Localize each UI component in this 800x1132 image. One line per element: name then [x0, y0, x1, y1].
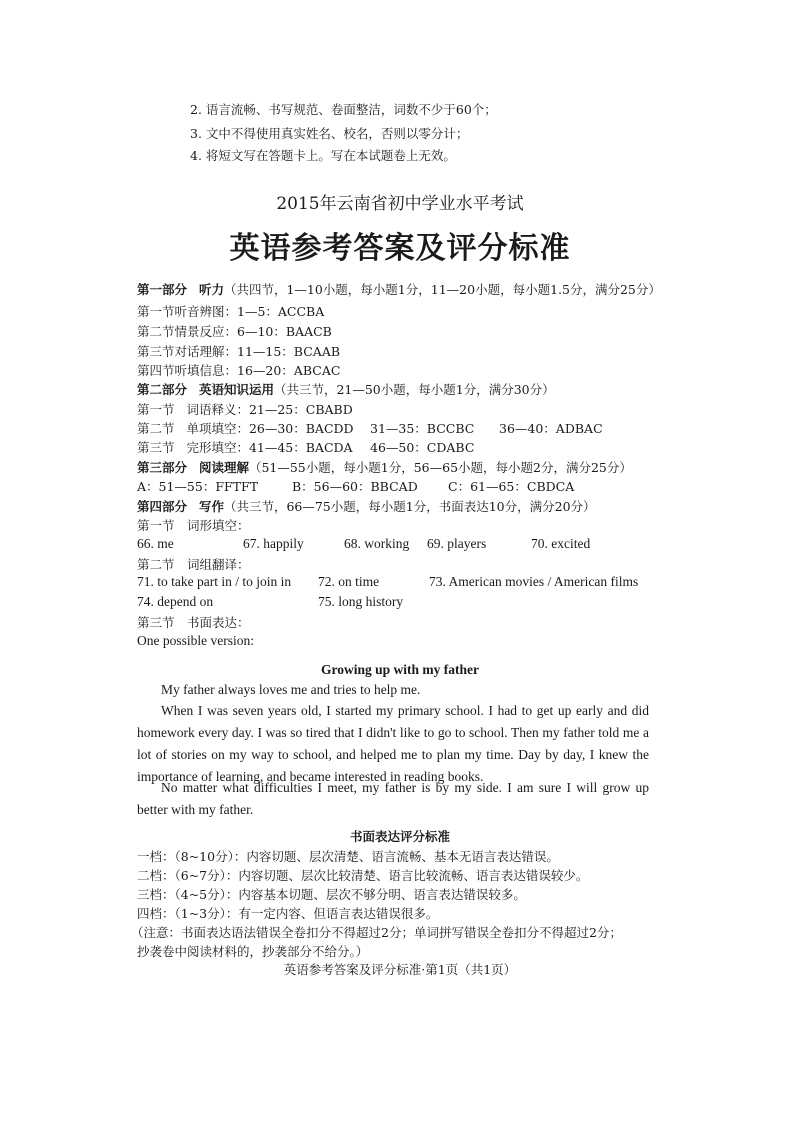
part4-section-2: 第二节 词组翻译：	[137, 557, 250, 572]
part4-heading	[137, 497, 596, 515]
part3-heading	[137, 458, 632, 476]
part4-label: 第四部分	[137, 499, 188, 514]
criteria-line: 三档：（4~5分）：内容基本切题、层次不够分明、语言表达错误较多。	[137, 887, 526, 902]
section-label: 第三节	[137, 440, 175, 455]
part1-line-1: 第一节听音辨图：1—5：ACCBA	[137, 304, 325, 319]
part2-detail: （共三节，21—50小题，每小题1分，满分30分）	[273, 382, 555, 397]
section-label: 第一节	[137, 402, 175, 417]
essay-paragraph-3: No matter what difficulties I meet, my father is by my side. I am sure I will grow up better with my father.	[137, 780, 649, 817]
part3-answers-c: C：61—65：CBDCA	[448, 479, 575, 494]
part3-name: 阅读理解	[198, 460, 249, 475]
part2-name: 英语知识运用	[198, 382, 274, 397]
note-4: 4. 将短文写在答题卡上。写在本试题卷上无效。	[190, 148, 456, 163]
version-label: One possible version:	[137, 633, 254, 648]
part1-detail: （共四节，1—10小题，每小题1分，11—20小题，每小题1.5分，满分25分）	[223, 282, 661, 297]
exam-title: 2015年云南省初中学业水平考试	[276, 194, 524, 214]
part4-section-3: 第三节 书面表达：	[137, 615, 250, 630]
word-answer: 70. excited	[531, 536, 591, 551]
part2-heading	[137, 380, 555, 398]
note-2: 2. 语言流畅、书写规范、卷面整洁，词数不少于60个；	[190, 102, 497, 117]
phrase-answer: 75. long history	[318, 594, 404, 609]
part2-section-3	[137, 438, 353, 456]
essay-paragraph-1: My father always loves me and tries to help me.	[161, 682, 421, 697]
page-title: 英语参考答案及评分标准	[229, 231, 571, 266]
part4-name: 写作	[198, 499, 224, 514]
part2-section-2	[137, 419, 354, 437]
part4-section-1: 第一节 词形填空：	[137, 518, 250, 533]
section-label: 第二节	[137, 421, 175, 436]
part3-label: 第三部分	[137, 460, 188, 475]
part4-detail: （共三节，66—75小题，每小题1分，书面表达10分，满分20分）	[223, 499, 596, 514]
essay-paragraph-2: When I was seven years old, I started my primary school. I had to get up early and did homework every day. I was so tired that I didn't like to go to school. Then my father told me a lot of stories on my way to school, and helped me to plan my time. Day by day, I knew the importance of learning, and became interested in reading books.	[137, 703, 649, 784]
phrase-answer: 72. on time	[318, 574, 380, 589]
part2-section-3-b: 46—50：CDABC	[370, 440, 475, 455]
part1-line-2: 第二节情景反应：6—10：BAACB	[137, 324, 332, 339]
essay-title: Growing up with my father	[320, 662, 479, 677]
word-answer: 69. players	[427, 536, 487, 551]
word-answer: 68. working	[344, 536, 410, 551]
part1-name: 听力	[198, 282, 224, 297]
criteria-line: 二档：（6~7分）：内容切题、层次比较清楚、语言比较流畅、语言表达错误较少。	[137, 868, 589, 883]
part3-answers-b: B：56—60：BBCAD	[292, 479, 418, 494]
section-answers: 单项填空：26—30：BACDD	[186, 421, 354, 436]
part1-line-4: 第四节听填信息：16—20：ABCAC	[137, 363, 341, 378]
part1-line-3: 第三节对话理解：11—15：BCAAB	[137, 344, 341, 359]
section-answers: 完形填空：41—45：BACDA	[186, 440, 353, 455]
part3-detail: （51—55小题，每小题1分，56—65小题，每小题2分，满分25分）	[248, 460, 632, 475]
part2-section-2-c: 36—40：ADBAC	[499, 421, 603, 436]
criteria-note-2: 抄袭卷中阅读材料的，抄袭部分不给分。）	[137, 944, 369, 959]
phrase-answer: 71. to take part in / to join in	[137, 574, 292, 589]
criteria-line: 四档：（1~3分）：有一定内容、但语言表达错误很多。	[137, 906, 439, 921]
part2-section-2-b: 31—35：BCCBC	[370, 421, 475, 436]
part1-heading	[137, 280, 661, 298]
phrase-answer: 74. depend on	[137, 594, 214, 609]
criteria-title: 书面表达评分标准	[349, 829, 450, 844]
page-footer: 英语参考答案及评分标准·第1页（共1页）	[283, 962, 517, 977]
part3-answers-a: A：51—55：FFTFT	[137, 479, 259, 494]
criteria-line: 一档：（8~10分）：内容切题、层次清楚、语言流畅、基本无语言表达错误。	[137, 849, 559, 864]
part2-label: 第二部分	[137, 382, 188, 397]
note-3: 3. 文中不得使用真实姓名、校名，否则以零分计；	[190, 126, 469, 141]
word-answer: 66. me	[137, 536, 174, 551]
part2-section-1	[137, 400, 353, 418]
section-answers: 词语释义：21—25：CBABD	[186, 402, 353, 417]
part1-label: 第一部分	[137, 282, 188, 297]
word-answer: 67. happily	[243, 536, 304, 551]
criteria-note-1: （注意：书面表达语法错误全卷扣分不得超过2分；单词拼写错误全卷扣分不得超过2分；	[131, 925, 622, 940]
phrase-answer: 73. American movies / American films	[429, 574, 639, 589]
